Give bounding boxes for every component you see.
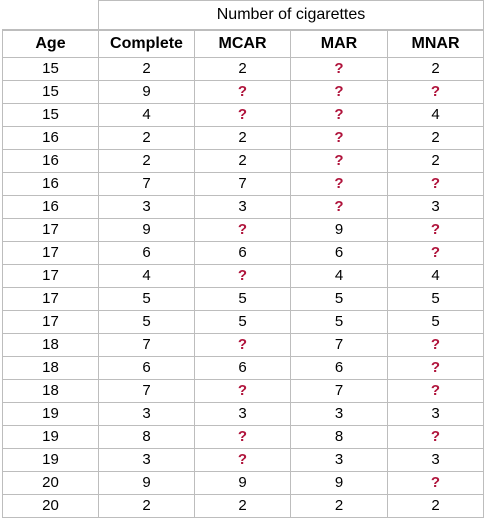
cell-mcar: 3	[195, 196, 291, 219]
cell-age: 17	[3, 288, 99, 311]
cell-mar: 6	[291, 357, 388, 380]
cell-mar: 7	[291, 380, 388, 403]
table-row	[3, 265, 484, 288]
cell-age: 17	[3, 242, 99, 265]
cell-mcar: 2	[195, 58, 291, 81]
cell-mnar: 2	[388, 150, 484, 173]
cell-complete: 7	[99, 173, 195, 196]
cell-age: 19	[3, 426, 99, 449]
table-row	[3, 104, 484, 127]
cell-complete: 7	[99, 334, 195, 357]
cell-age: 17	[3, 265, 99, 288]
cell-age: 16	[3, 127, 99, 150]
cell-mcar: 6	[195, 242, 291, 265]
table-row	[3, 196, 484, 219]
cell-age: 19	[3, 403, 99, 426]
cell-mar: 8	[291, 426, 388, 449]
cell-mar: ?	[291, 58, 388, 81]
table-row	[3, 81, 484, 104]
cell-age: 18	[3, 334, 99, 357]
cell-mcar: 6	[195, 357, 291, 380]
cell-mcar: 9	[195, 472, 291, 495]
cell-complete: 3	[99, 449, 195, 472]
group-header-row	[3, 1, 484, 31]
table-row	[3, 334, 484, 357]
cell-mnar: ?	[388, 173, 484, 196]
cell-mcar: 5	[195, 288, 291, 311]
table-row	[3, 311, 484, 334]
cell-mnar: 2	[388, 58, 484, 81]
cell-mnar: ?	[388, 472, 484, 495]
cell-mnar: 2	[388, 495, 484, 518]
column-header-mnar: MNAR	[388, 30, 484, 58]
column-header-mcar: MCAR	[195, 30, 291, 58]
cell-age: 15	[3, 81, 99, 104]
cell-age: 16	[3, 196, 99, 219]
cell-complete: 9	[99, 81, 195, 104]
cell-mar: ?	[291, 173, 388, 196]
cell-mar: 9	[291, 472, 388, 495]
table-row	[3, 173, 484, 196]
cell-mnar: 5	[388, 288, 484, 311]
cell-mar: 5	[291, 311, 388, 334]
column-header-mar: MAR	[291, 30, 388, 58]
cell-age: 20	[3, 495, 99, 518]
cell-complete: 6	[99, 242, 195, 265]
cell-mnar: 3	[388, 449, 484, 472]
table-row	[3, 58, 484, 81]
cell-mnar: 3	[388, 403, 484, 426]
cell-age: 16	[3, 173, 99, 196]
cell-mnar: ?	[388, 380, 484, 403]
cell-mcar: ?	[195, 334, 291, 357]
cell-mcar: 5	[195, 311, 291, 334]
cell-complete: 9	[99, 219, 195, 242]
cell-mar: 9	[291, 219, 388, 242]
cell-mcar: ?	[195, 104, 291, 127]
table-row	[3, 242, 484, 265]
cell-mnar: 2	[388, 127, 484, 150]
table-row	[3, 150, 484, 173]
cell-complete: 2	[99, 495, 195, 518]
table-row	[3, 449, 484, 472]
cell-complete: 6	[99, 357, 195, 380]
table-body	[3, 58, 484, 518]
table-row	[3, 380, 484, 403]
cell-mnar: 5	[388, 311, 484, 334]
table-row	[3, 219, 484, 242]
cell-mnar: ?	[388, 334, 484, 357]
cell-mar: 2	[291, 495, 388, 518]
column-header-row	[3, 30, 484, 58]
cell-complete: 5	[99, 311, 195, 334]
cell-mar: 6	[291, 242, 388, 265]
empty-corner-cell	[3, 1, 99, 31]
cell-complete: 4	[99, 265, 195, 288]
cell-mar: 3	[291, 403, 388, 426]
cell-mcar: ?	[195, 265, 291, 288]
cell-mnar: ?	[388, 426, 484, 449]
table-row	[3, 288, 484, 311]
cell-mnar: ?	[388, 81, 484, 104]
table-row	[3, 127, 484, 150]
cell-mar: 3	[291, 449, 388, 472]
cell-mcar: ?	[195, 81, 291, 104]
cigarettes-missing-data-table	[2, 0, 484, 518]
table-row	[3, 403, 484, 426]
cell-complete: 9	[99, 472, 195, 495]
cell-complete: 2	[99, 127, 195, 150]
cell-age: 15	[3, 104, 99, 127]
cell-complete: 2	[99, 150, 195, 173]
cell-age: 18	[3, 357, 99, 380]
cell-mcar: ?	[195, 449, 291, 472]
cell-age: 18	[3, 380, 99, 403]
cell-complete: 7	[99, 380, 195, 403]
cell-age: 15	[3, 58, 99, 81]
cell-mcar: 2	[195, 127, 291, 150]
cell-mcar: 3	[195, 403, 291, 426]
cell-complete: 3	[99, 196, 195, 219]
cell-complete: 3	[99, 403, 195, 426]
cell-mcar: 7	[195, 173, 291, 196]
cell-mcar: ?	[195, 380, 291, 403]
cell-mcar: ?	[195, 219, 291, 242]
cell-age: 16	[3, 150, 99, 173]
cell-mcar: 2	[195, 495, 291, 518]
cell-mar: ?	[291, 196, 388, 219]
cell-complete: 8	[99, 426, 195, 449]
cell-complete: 4	[99, 104, 195, 127]
cell-complete: 2	[99, 58, 195, 81]
cell-mar: ?	[291, 81, 388, 104]
cell-mar: ?	[291, 127, 388, 150]
cell-mcar: ?	[195, 426, 291, 449]
cell-mar: 4	[291, 265, 388, 288]
cell-age: 17	[3, 311, 99, 334]
cell-age: 19	[3, 449, 99, 472]
cell-mnar: ?	[388, 242, 484, 265]
cell-mar: ?	[291, 104, 388, 127]
table-row	[3, 357, 484, 380]
table-row	[3, 426, 484, 449]
cell-mar: 7	[291, 334, 388, 357]
table-row	[3, 472, 484, 495]
cell-age: 20	[3, 472, 99, 495]
group-header-number-of-cigarettes: Number of cigarettes	[99, 1, 484, 31]
column-header-complete: Complete	[99, 30, 195, 58]
cell-mnar: 4	[388, 104, 484, 127]
cell-mnar: 4	[388, 265, 484, 288]
cell-age: 17	[3, 219, 99, 242]
cell-complete: 5	[99, 288, 195, 311]
cell-mar: 5	[291, 288, 388, 311]
column-header-age: Age	[3, 30, 99, 58]
cell-mnar: ?	[388, 357, 484, 380]
cell-mar: ?	[291, 150, 388, 173]
cell-mcar: 2	[195, 150, 291, 173]
cell-mnar: 3	[388, 196, 484, 219]
cell-mnar: ?	[388, 219, 484, 242]
